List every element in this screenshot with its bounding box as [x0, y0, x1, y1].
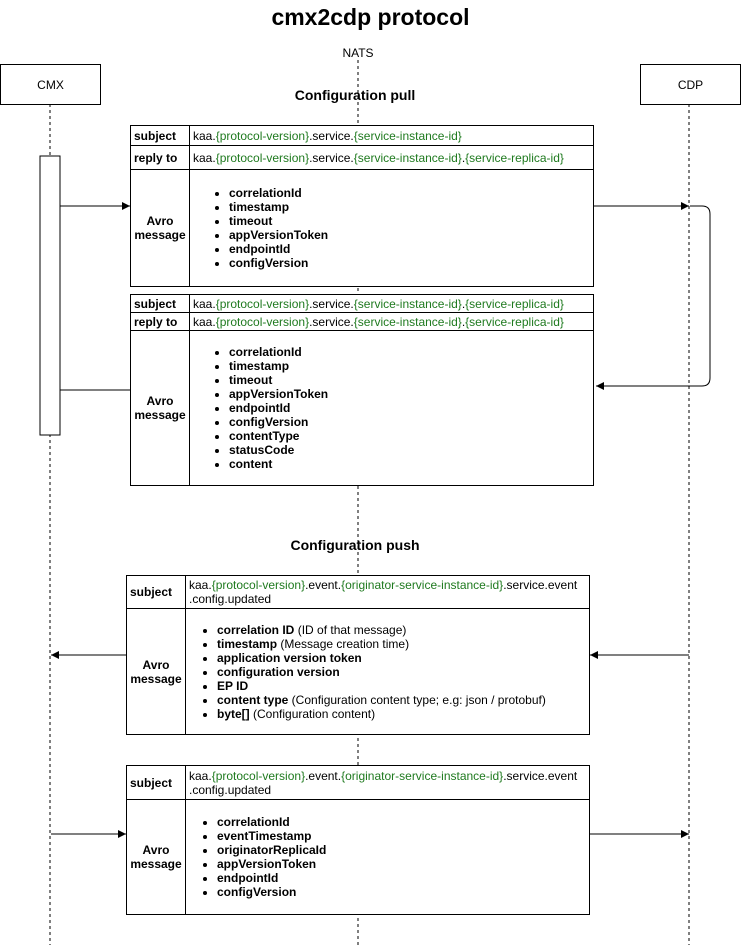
pull-response-message: [130, 294, 594, 486]
field-item: • configVersion: [229, 415, 590, 429]
message-fields: [186, 609, 590, 735]
field-item: • configuration version: [217, 665, 586, 679]
cdp-reply-connector: [596, 206, 710, 386]
field-item: • timeout: [229, 214, 590, 228]
field-item: • timestamp: [229, 359, 590, 373]
reply-to-label: reply to: [131, 146, 190, 170]
field-item: • correlationId: [229, 186, 590, 200]
field-item: • appVersionToken: [229, 228, 590, 242]
field-item: • content: [229, 457, 590, 471]
field-item: • appVersionToken: [217, 857, 586, 871]
subject-value: kaa.{protocol-version}.service.{service-instance-id}.{service-replica-id}: [190, 295, 594, 313]
message-label: Avro message: [127, 609, 186, 735]
subject-label: subject: [131, 126, 190, 146]
subject-value: kaa.{protocol-version}.event.{originator-service-instance-id}.service.event .config.updated: [186, 766, 590, 800]
subject-value: kaa.{protocol-version}.event.{originator-service-instance-id}.service.event .config.updated: [186, 576, 590, 609]
field-item: • correlation ID (ID of that message): [217, 623, 586, 637]
cmx-actor-box: [0, 64, 101, 105]
field-item: • configVersion: [229, 256, 590, 270]
cdp-actor-label: CDP: [677, 77, 704, 92]
field-item: • eventTimestamp: [217, 829, 586, 843]
field-item: • endpointId: [229, 242, 590, 256]
push-event-message: [126, 575, 590, 735]
field-item: • endpointId: [229, 401, 590, 415]
message-label: Avro message: [131, 331, 190, 486]
diagram-title: cmx2cdp protocol: [271, 4, 470, 30]
message-fields: [190, 331, 594, 486]
field-item: • EP ID: [217, 679, 586, 693]
push-ack-message: [126, 765, 590, 915]
cmx-actor-label: CMX: [37, 77, 64, 92]
field-item: • appVersionToken: [229, 387, 590, 401]
field-item: • byte[] (Configuration content): [217, 707, 586, 721]
field-item: • statusCode: [229, 443, 590, 457]
field-item: • configVersion: [217, 885, 586, 899]
field-item: • endpointId: [217, 871, 586, 885]
field-item: • timeout: [229, 373, 590, 387]
pull-request-message: [130, 125, 594, 287]
message-fields: [190, 170, 594, 287]
reply-to-label: reply to: [131, 313, 190, 331]
subject-label: subject: [131, 295, 190, 313]
nats-label: NATS: [342, 46, 374, 60]
field-item: • application version token: [217, 651, 586, 665]
field-item: • content type (Configuration content type; e.g: json / protobuf): [217, 693, 586, 707]
field-item: • originatorReplicaId: [217, 843, 586, 857]
field-item: • timestamp: [229, 200, 590, 214]
reply-to-value: kaa.{protocol-version}.service.{service-instance-id}.{service-replica-id}: [190, 146, 594, 170]
message-label: Avro message: [131, 170, 190, 287]
field-item: • correlationId: [229, 345, 590, 359]
subject-label: subject: [127, 576, 186, 609]
reply-to-value: kaa.{protocol-version}.service.{service-instance-id}.{service-replica-id}: [190, 313, 594, 331]
field-item: • correlationId: [217, 815, 586, 829]
message-label: Avro message: [127, 800, 186, 915]
subject-value: kaa.{protocol-version}.service.{service-instance-id}: [190, 126, 594, 146]
cdp-actor-box: [640, 64, 741, 105]
subject-label: subject: [127, 766, 186, 800]
section-title-push: Configuration push: [290, 537, 420, 553]
section-title-pull: Configuration pull: [294, 87, 416, 103]
field-item: • contentType: [229, 429, 590, 443]
message-fields: [186, 800, 590, 915]
cmx-activation-bar: [40, 156, 60, 435]
field-item: • timestamp (Message creation time): [217, 637, 586, 651]
